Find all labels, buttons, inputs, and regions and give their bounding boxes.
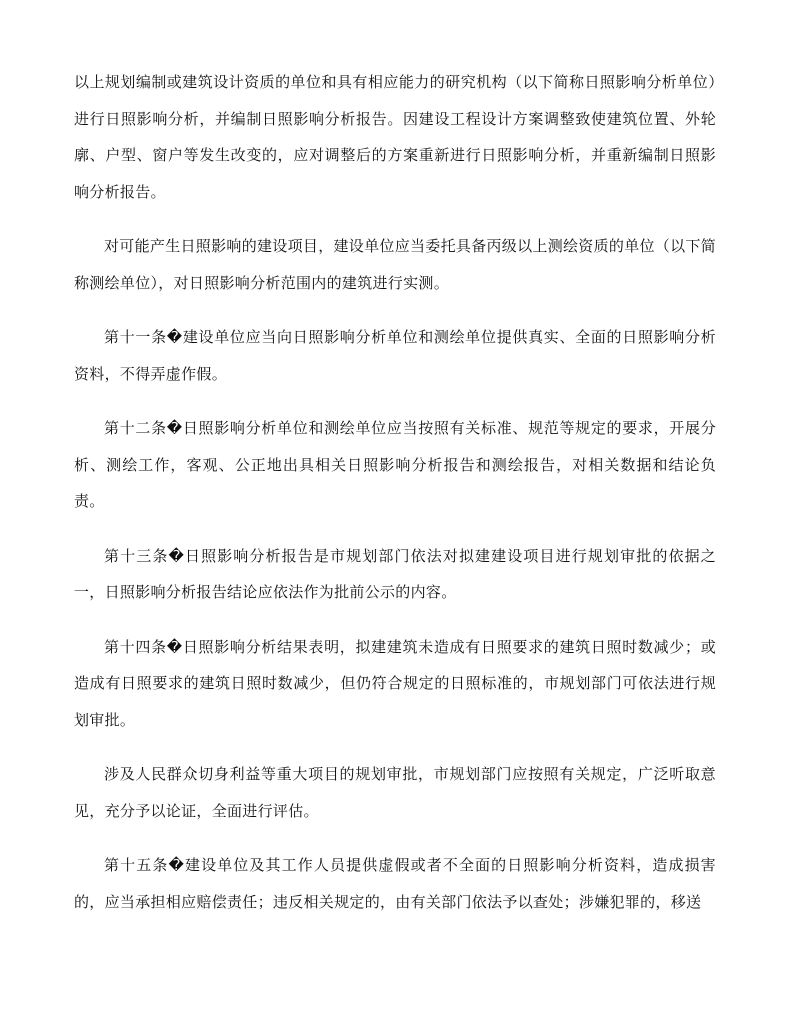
paragraph-continuation: 以上规划编制或建筑设计资质的单位和具有相应能力的研究机构（以下简称日照影响分析单位）进行日照影响分析，并编制日照影响分析报告。因建设工程设计方案调整致使建筑位置、外轮廓、户型、窗户等发生改变的，应对调整后的方案重新进行日照影响分析，并重新编制日照影响分析报告。 xyxy=(74,73,716,201)
paragraph-major-projects: 涉及人民群众切身利益等重大项目的规划审批，市规划部门应按照有关规定，广泛听取意见，充分予以论证，全面进行评估。 xyxy=(74,765,716,820)
paragraph-article-12: 第十二条�日照影响分析单位和测绘单位应当按照有关标准、规范等规定的要求，开展分析、测绘工作，客观、公正地出具相关日照影响分析报告和测绘报告，对相关数据和结论负责。 xyxy=(74,419,716,510)
paragraph-survey-requirement: 对可能产生日照影响的建设项目，建设单位应当委托具备丙级以上测绘资质的单位（以下简称测绘单位），对日照影响分析范围内的建筑进行实测。 xyxy=(74,237,717,292)
document-page xyxy=(74,64,716,938)
paragraph-article-15: 第十五条�建设单位及其工作人员提供虚假或者不全面的日照影响分析资料，造成损害的，应当承担相应赔偿责任；违反相关规定的，由有关部门依法予以查处；涉嫌犯罪的，移送 xyxy=(74,856,716,911)
paragraph-article-11: 第十一条�建设单位应当向日照影响分析单位和测绘单位提供真实、全面的日照影响分析资料，不得弄虚作假。 xyxy=(74,328,716,383)
paragraph-article-13: 第十三条�日照影响分析报告是市规划部门依法对拟建建设项目进行规划审批的依据之一，日照影响分析报告结论应依法作为批前公示的内容。 xyxy=(74,546,716,601)
paragraph-article-14: 第十四条�日照影响分析结果表明，拟建建筑未造成有日照要求的建筑日照时数减少；或造成有日照要求的建筑日照时数减少，但仍符合规定的日照标准的，市规划部门可依法进行规划审批。 xyxy=(74,637,716,729)
